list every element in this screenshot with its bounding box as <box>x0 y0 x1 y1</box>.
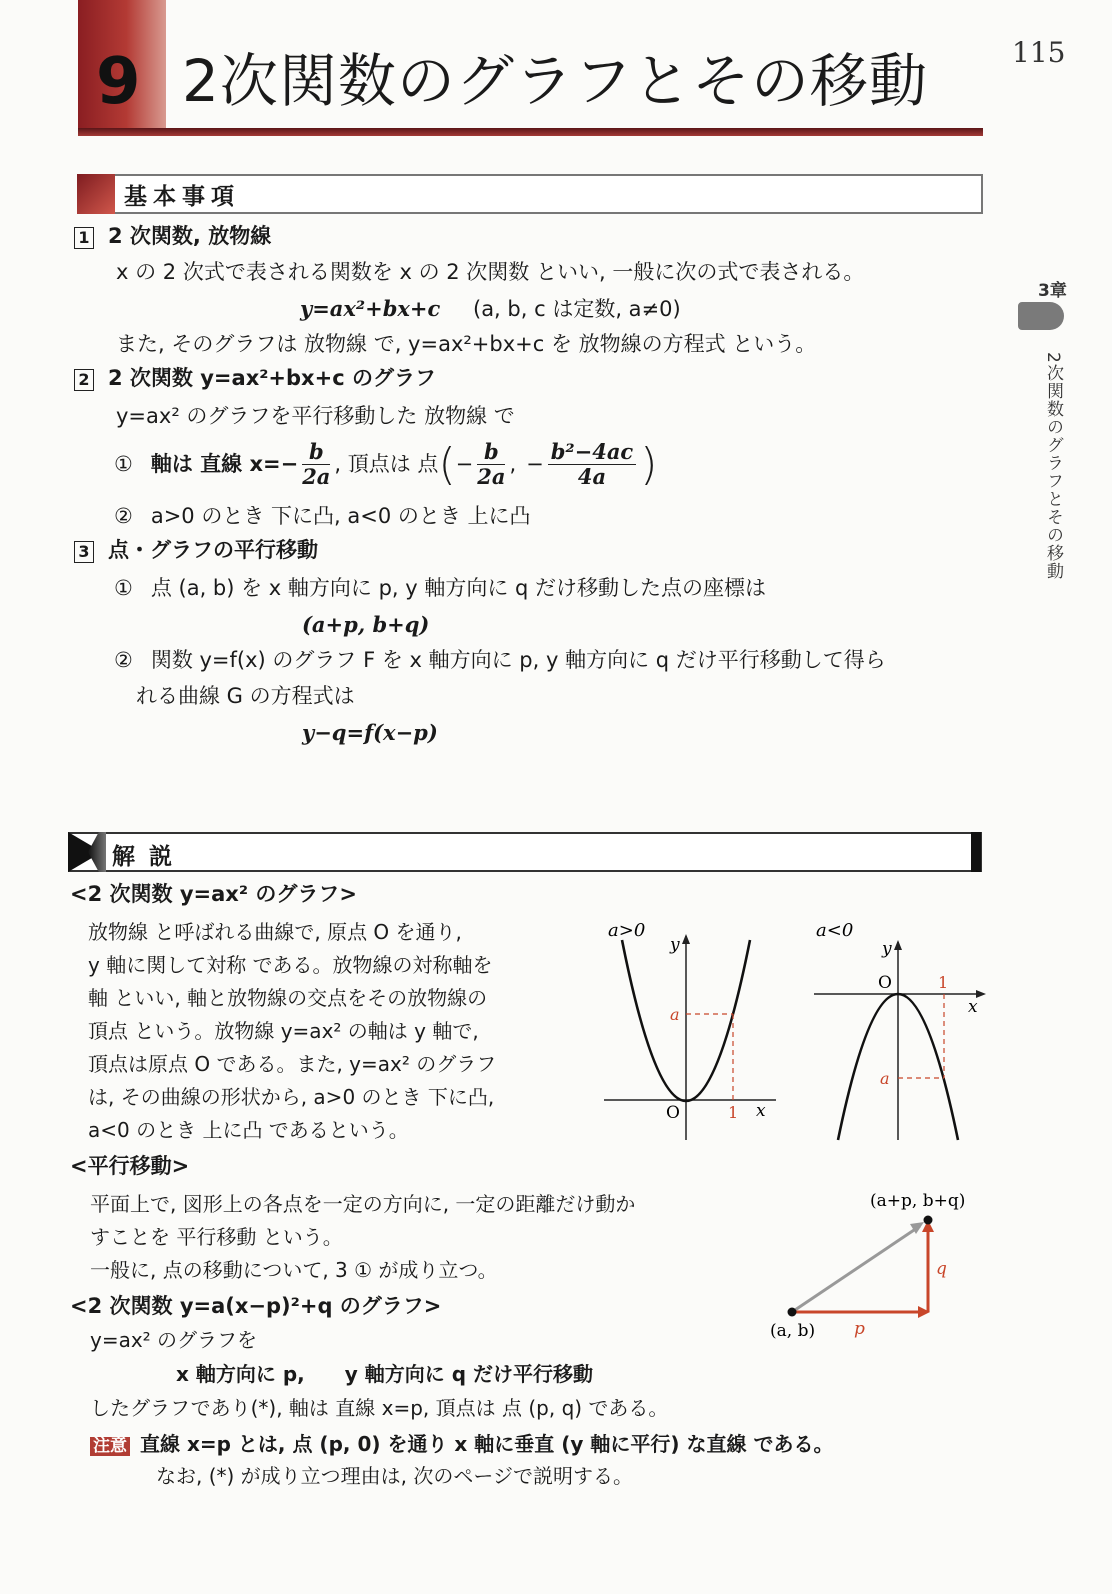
graph2-origin: O <box>878 973 892 993</box>
explanation-header-endcap <box>971 832 981 872</box>
graph2-a-label: a <box>880 1069 890 1088</box>
graph1-one-label: 1 <box>728 1103 739 1122</box>
note-line1: 注意 直線 x=p とは, 点 (p, 0) を通り x 軸に垂直 (y 軸に平行) な直線 である。 <box>90 1434 833 1456</box>
note-line2: なお, (*) が成り立つ理由は, 次のページで説明する。 <box>156 1464 633 1488</box>
basics-title: 基本事項 <box>124 184 240 210</box>
item3-line2: ② 関数 y=f(x) のグラフ F を x 軸方向に p, y 軸方向に q だけ平行移動して得ら <box>114 648 886 672</box>
graph2-y-label: y <box>882 939 892 959</box>
graph-downward-parabola <box>808 912 988 1152</box>
chapter-tab <box>1018 302 1064 330</box>
frac-vertex-y: $\frac{\text{b²−4ac}}{4a}$ <box>548 440 636 489</box>
exp-paragraph1: 放物線 と呼ばれる曲線で, 原点 O を通り, y 軸に関して対称 である。放物線の対称軸を 軸 といい, 軸と放物線の交点をその放物線の 頂点 という。放物線 y=ax² の軸は y 軸で, 頂点は原点 O である。また, y=ax² のグラフ は, その曲線の形状から, a>0 のとき 下に凸, a<0 のとき 上に凸 であるという。 <box>88 920 497 1142</box>
item1-line1: x の 2 次式で表される関数を x の 2 次関数 といい, 一般に次の式で表される。 <box>116 260 865 284</box>
exp-p3-line2: x 軸方向に p, y 軸方向に q だけ平行移動 <box>176 1362 593 1386</box>
explanation-header-bar <box>68 832 982 872</box>
vector-end-label: (a+p, b+q) <box>870 1191 966 1211</box>
item1-formula-line <box>300 298 681 320</box>
item3-formula: y−q=f(x−p) <box>302 720 438 745</box>
graph2-x-label: x <box>968 997 978 1017</box>
translation-diagram <box>762 1182 992 1352</box>
graph1-condition: a>0 <box>608 920 646 941</box>
item3-line3: れる曲線 G の方程式は <box>136 684 355 708</box>
section-number: 9 <box>96 45 141 119</box>
item2-line3: ② a>0 のとき 下に凸, a<0 のとき 上に凸 <box>114 504 531 528</box>
item1-heading: 1 2 次関数, 放物線 <box>74 226 271 249</box>
frac-b-2a: $\frac{b}{2a}$ <box>302 439 331 490</box>
vector-diagonal <box>792 1226 920 1312</box>
graph2-y-arrow <box>894 940 902 950</box>
graph1-y-arrow <box>682 934 690 944</box>
vector-end-point <box>924 1216 933 1225</box>
graph-upward-parabola <box>598 912 788 1152</box>
item2-formula-line: ① 軸は 直線 x=− $\frac{b}{2a}$ , 頂点は 点 ( − $\frac{b}{2a}$ , − $\frac{\text{b²−4ac}}{4a}$ ) <box>114 438 658 490</box>
vector-p-label: p <box>854 1319 865 1339</box>
graph1-a-label: a <box>670 1005 680 1024</box>
explanation-title: 解説 <box>112 844 186 870</box>
graph2-one-label: 1 <box>938 973 949 992</box>
vector-start-point <box>788 1308 797 1317</box>
item2-heading: 2 2 次関数 y=ax²+bx+c のグラフ <box>74 368 436 391</box>
exp-heading1: <2 次関数 y=ax² のグラフ> <box>70 882 357 906</box>
exp-p3-line1: y=ax² のグラフを <box>90 1328 258 1352</box>
page-title: 2次関数のグラフとその移動 <box>182 47 928 115</box>
chapter-label: 3章 <box>1038 281 1067 301</box>
vector-start-label: (a, b) <box>770 1321 816 1341</box>
exp-heading2: <平行移動> <box>70 1154 190 1178</box>
title-underline <box>78 128 983 136</box>
vector-q-label: q <box>936 1259 947 1279</box>
side-vertical-title: 2次関数のグラフとその移動 <box>1043 352 1063 580</box>
basics-header-marker <box>77 174 115 214</box>
frac-vertex-x: $\frac{b}{2a}$ <box>477 439 506 490</box>
item1-formula-note: (a, b, c は定数, a≠0) <box>473 297 681 321</box>
item2-line1: y=ax² のグラフを平行移動した 放物線 で <box>116 404 515 428</box>
graph1-origin: O <box>666 1103 680 1123</box>
item3-coord: (a+p, b+q) <box>302 612 430 637</box>
item2-number: 2 <box>74 369 94 391</box>
item3-line1: ① 点 (a, b) を x 軸方向に p, y 軸方向に q だけ移動した点の座標は <box>114 576 767 600</box>
graph1-x-label: x <box>756 1101 766 1121</box>
exp-paragraph2: 平面上で, 図形上の各点を一定の方向に, 一定の距離だけ動か すことを 平行移動 という。 一般に, 点の移動について, 3 ① が成り立つ。 <box>90 1192 636 1282</box>
item3-number: 3 <box>74 541 94 563</box>
graph2-condition: a<0 <box>816 920 854 941</box>
item3-heading: 3 点・グラフの平行移動 <box>74 540 318 563</box>
note-label: 注意 <box>90 1437 130 1456</box>
page-number: 115 <box>1012 36 1066 69</box>
item1-formula: y=ax²+bx+c <box>300 296 441 321</box>
item1-number: 1 <box>74 227 94 249</box>
graph1-y-label: y <box>670 935 680 955</box>
exp-p3-line3: したグラフであり(*), 軸は 直線 x=p, 頂点は 点 (p, q) である。 <box>90 1396 669 1420</box>
exp-heading3: <2 次関数 y=a(x−p)²+q のグラフ> <box>70 1294 442 1318</box>
item1-line3: また, そのグラフは 放物線 で, y=ax²+bx+c を 放物線の方程式 という。 <box>116 332 817 356</box>
